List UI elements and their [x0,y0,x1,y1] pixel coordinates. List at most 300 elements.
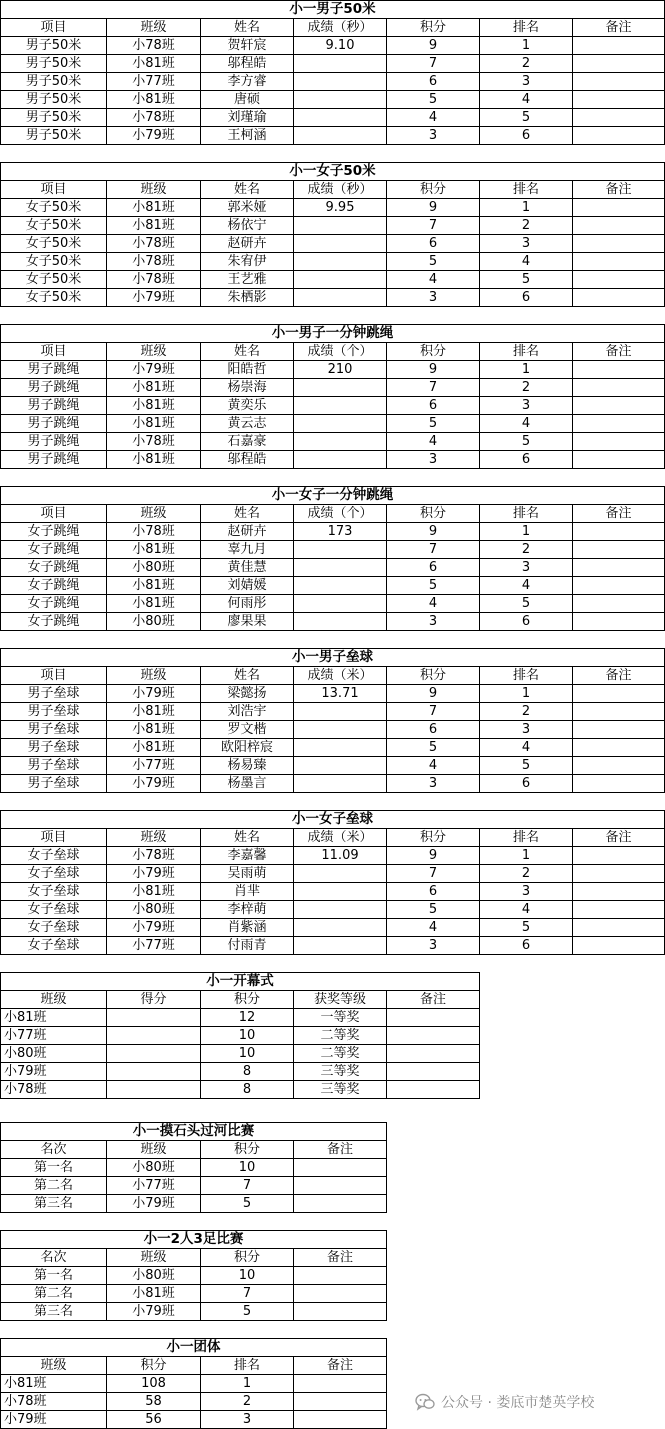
table-cell: 6 [480,127,573,145]
column-header: 积分 [387,19,480,37]
table-cell [573,55,665,73]
table-cell: 小78班 [107,235,201,253]
table-cell: 小79班 [107,1303,201,1321]
table-cell: 6 [480,775,573,793]
table-header-row [1,181,665,199]
table-cell: 李梓萌 [201,901,294,919]
table-cell: 小78班 [107,253,201,271]
table-cell: 7 [387,379,480,397]
table-cell: 小77班 [107,1177,201,1195]
table-cell: 3 [480,559,573,577]
table-row [1,415,665,433]
table-row [1,721,665,739]
table-cell: 7 [201,1177,294,1195]
table-cell: 7 [387,217,480,235]
table-cell [573,919,665,937]
column-header: 成绩（个） [294,505,387,523]
table-cell: 2 [480,703,573,721]
table-cell: 58 [107,1393,201,1411]
table-cell: 3 [480,235,573,253]
table-cell [573,937,665,955]
column-header: 姓名 [201,19,294,37]
table-cell [294,559,387,577]
table-cell [573,199,665,217]
table-cell: 小79班 [107,127,201,145]
table-title-row [1,325,665,343]
table-cell: 7 [387,865,480,883]
table-title: 小一男子一分钟跳绳 [1,325,665,343]
table-header-row [1,19,665,37]
table-cell [294,73,387,91]
table-cell: 3 [480,73,573,91]
table-row [1,1267,387,1285]
table-cell: 杨易臻 [201,757,294,775]
table-cell: 李方睿 [201,73,294,91]
table-cell [294,865,387,883]
table-row [1,235,665,253]
table-cell: 小81班 [107,739,201,757]
table-cell [294,739,387,757]
table-cell: 肖紫涵 [201,919,294,937]
table-cell: 小80班 [107,613,201,631]
table-cell: 小81班 [1,1375,107,1393]
table-cell: 廖果果 [201,613,294,631]
table-cell: 5 [480,757,573,775]
table-cell: 2 [480,379,573,397]
table-row [1,397,665,415]
table-cell [294,595,387,613]
table-row [1,1411,387,1429]
table-cell [573,541,665,559]
table-row [1,595,665,613]
table-cell: 小81班 [107,577,201,595]
table-cell: 4 [387,757,480,775]
table-cell: 5 [387,415,480,433]
table-cell: 王柯涵 [201,127,294,145]
table-cell [573,847,665,865]
table-cell [294,901,387,919]
table-cell: 1 [480,361,573,379]
table-header-row [1,667,665,685]
table-title: 小一2人3足比赛 [1,1231,387,1249]
table-cell: 男子50米 [1,127,107,145]
column-header: 项目 [1,343,107,361]
column-header: 积分 [387,343,480,361]
table-title-row [1,163,665,181]
table-cell: 刘瑾瑜 [201,109,294,127]
table-cell: 1 [480,37,573,55]
table-cell: 1 [480,523,573,541]
table-row [1,1375,387,1393]
table-cell [573,721,665,739]
table-cell: 6 [480,289,573,307]
table-cell: 2 [480,865,573,883]
table-cell [107,1009,201,1027]
table-cell: 10 [201,1027,294,1045]
table-cell: 杨崇海 [201,379,294,397]
column-header: 班级 [107,1249,201,1267]
table-row [1,937,665,955]
table-cell: 5 [387,901,480,919]
table-row [1,559,665,577]
table-cell: 小78班 [107,271,201,289]
column-header: 排名 [201,1357,294,1375]
table-cell: 1 [480,199,573,217]
table-row [1,1009,480,1027]
table-cell: 二等奖 [294,1045,387,1063]
table-cell: 小78班 [107,109,201,127]
column-header: 成绩（秒） [294,181,387,199]
table-cell: 小79班 [107,289,201,307]
table-boys-rope [0,324,665,469]
table-cell: 朱宥伊 [201,253,294,271]
table-row [1,271,665,289]
table-cell: 郭米娅 [201,199,294,217]
table-cell: 女子跳绳 [1,595,107,613]
table-cell: 小81班 [107,721,201,739]
table-cell: 杨依宁 [201,217,294,235]
table-cell: 男子50米 [1,55,107,73]
table-cell: 5 [480,109,573,127]
column-header: 备注 [573,343,665,361]
column-header: 班级 [1,1357,107,1375]
table-cell: 9 [387,685,480,703]
table-cell: 173 [294,523,387,541]
table-cell [294,127,387,145]
table-row [1,1027,480,1045]
table-cell [573,739,665,757]
table-cell [573,253,665,271]
table-cell: 小80班 [107,1267,201,1285]
table-cell: 6 [387,721,480,739]
table-cell: 6 [387,397,480,415]
table-row [1,523,665,541]
table-cell [573,289,665,307]
table-cell: 小80班 [107,559,201,577]
table-cell: 小79班 [1,1411,107,1429]
table-row [1,685,665,703]
table-cell: 朱栖影 [201,289,294,307]
table-cell: 8 [201,1063,294,1081]
table-cell [573,757,665,775]
table-cell [294,253,387,271]
table-header-row [1,1141,387,1159]
table-cell: 小80班 [107,1159,201,1177]
table-title: 小一女子垒球 [1,811,665,829]
table-row [1,883,665,901]
table-cell: 女子50米 [1,217,107,235]
table-cell: 男子跳绳 [1,415,107,433]
table-cell: 黄奕乐 [201,397,294,415]
table-cell: 108 [107,1375,201,1393]
table-title: 小一男子50米 [1,1,665,19]
table-cell: 3 [387,613,480,631]
table-cell: 5 [480,595,573,613]
table-cell: 1 [480,847,573,865]
table-cell: 9 [387,199,480,217]
table-cell: 杨墨言 [201,775,294,793]
table-cell [573,217,665,235]
table-row [1,289,665,307]
column-header: 积分 [387,181,480,199]
table-row [1,253,665,271]
table-row [1,1303,387,1321]
table-row [1,73,665,91]
table-row [1,775,665,793]
table-cell [294,415,387,433]
table-row [1,217,665,235]
table-three-legged [0,1230,387,1321]
table-girls-softball [0,810,665,955]
table-cell [294,289,387,307]
column-header: 班级 [107,19,201,37]
table-cell: 小81班 [107,217,201,235]
table-cell: 3 [480,397,573,415]
table-row [1,865,665,883]
table-header-row [1,505,665,523]
table-header-row [1,343,665,361]
table-cell [107,1081,201,1099]
table-cell: 6 [480,451,573,469]
table-header-row [1,991,480,1009]
table-cell: 刘浩宇 [201,703,294,721]
table-cell: 小81班 [107,397,201,415]
table-cell: 小81班 [107,451,201,469]
column-header: 备注 [573,829,665,847]
table-cell [294,109,387,127]
table-cell: 女子垒球 [1,919,107,937]
table-cell: 第一名 [1,1267,107,1285]
table-cell: 阳皓哲 [201,361,294,379]
table-cell [294,577,387,595]
table-cell: 小77班 [107,937,201,955]
table-cell: 4 [480,253,573,271]
table-cell: 女子垒球 [1,883,107,901]
table-cell [294,937,387,955]
table-cell: 小81班 [107,91,201,109]
table-cell: 小79班 [107,1195,201,1213]
table-cell [294,91,387,109]
table-cell: 王艺雅 [201,271,294,289]
table-cell: 男子跳绳 [1,379,107,397]
table-cell [573,109,665,127]
column-header: 项目 [1,505,107,523]
column-header: 备注 [387,991,480,1009]
table-cell: 5 [480,271,573,289]
table-cell: 辜九月 [201,541,294,559]
table-cell: 吴雨萌 [201,865,294,883]
table-cell: 6 [387,559,480,577]
table-cell: 5 [201,1195,294,1213]
table-cell: 男子垒球 [1,703,107,721]
table-cell: 何雨彤 [201,595,294,613]
table-cell: 3 [387,937,480,955]
table-cell: 1 [480,685,573,703]
table-cell: 小81班 [107,199,201,217]
column-header: 成绩（米） [294,829,387,847]
table-cell [294,757,387,775]
table-cell: 小78班 [1,1081,107,1099]
table-girls-rope [0,486,665,631]
table-row [1,703,665,721]
table-cell: 7 [387,541,480,559]
table-cell [294,703,387,721]
table-row [1,109,665,127]
column-header: 备注 [294,1249,387,1267]
table-cell: 小79班 [107,685,201,703]
column-header: 备注 [573,505,665,523]
table-cell [294,541,387,559]
table-cell: 男子50米 [1,37,107,55]
table-cell: 小81班 [107,379,201,397]
table-cell [294,1195,387,1213]
table-cell [294,883,387,901]
table-cell [294,721,387,739]
table-title-row [1,1231,387,1249]
table-cell: 小81班 [107,595,201,613]
table-cell: 一等奖 [294,1009,387,1027]
table-cell: 女子50米 [1,199,107,217]
table-cell [294,217,387,235]
table-cell: 女子垒球 [1,865,107,883]
table-row [1,1045,480,1063]
table-cell [573,775,665,793]
table-cell: 男子垒球 [1,775,107,793]
column-header: 得分 [107,991,201,1009]
table-cell: 4 [387,109,480,127]
table-cell [107,1027,201,1045]
column-header: 姓名 [201,181,294,199]
table-cell: 6 [387,73,480,91]
table-cell [573,883,665,901]
table-row [1,1285,387,1303]
column-header: 积分 [387,667,480,685]
table-cell: 小77班 [107,757,201,775]
table-row [1,739,665,757]
table-cell: 小79班 [107,919,201,937]
column-header: 积分 [201,1141,294,1159]
table-cell [294,1285,387,1303]
table-cell: 赵研卉 [201,235,294,253]
column-header: 项目 [1,181,107,199]
table-cell [294,235,387,253]
table-cell [573,37,665,55]
table-row [1,577,665,595]
watermark-text: 公众号 · 娄底市楚英学校 [441,1395,595,1411]
table-stone-river [0,1122,387,1213]
table-title: 小一摸石头过河比赛 [1,1123,387,1141]
table-cell [573,433,665,451]
table-cell: 4 [480,739,573,757]
table-cell: 三等奖 [294,1063,387,1081]
table-row [1,541,665,559]
table-cell [387,1063,480,1081]
table-title-row [1,487,665,505]
table-cell [573,451,665,469]
table-cell: 小78班 [1,1393,107,1411]
table-cell: 女子跳绳 [1,613,107,631]
column-header: 名次 [1,1141,107,1159]
table-title-row [1,1339,387,1357]
table-row [1,1159,387,1177]
table-cell: 小77班 [1,1027,107,1045]
table-cell: 邬程皓 [201,55,294,73]
table-cell [387,1045,480,1063]
table-team-totals [0,1338,387,1429]
table-row [1,757,665,775]
column-header: 姓名 [201,829,294,847]
table-cell: 女子50米 [1,253,107,271]
table-cell: 男子跳绳 [1,361,107,379]
table-cell: 三等奖 [294,1081,387,1099]
table-cell: 女子跳绳 [1,577,107,595]
table-row [1,613,665,631]
table-cell: 5 [387,91,480,109]
table-cell: 小81班 [107,703,201,721]
table-cell: 10 [201,1159,294,1177]
table-cell [294,1159,387,1177]
table-cell: 6 [480,937,573,955]
table-opening-ceremony [0,972,480,1099]
table-title: 小一男子垒球 [1,649,665,667]
column-header: 姓名 [201,343,294,361]
table-cell: 4 [387,919,480,937]
column-header: 获奖等级 [294,991,387,1009]
table-girls-50m [0,162,665,307]
table-cell [573,595,665,613]
table-row [1,1177,387,1195]
table-cell: 小81班 [107,1285,201,1303]
table-cell: 5 [201,1303,294,1321]
table-row [1,91,665,109]
table-cell: 梁懿扬 [201,685,294,703]
table-cell [573,613,665,631]
table-title-row [1,649,665,667]
table-cell: 6 [387,235,480,253]
table-cell: 9 [387,361,480,379]
table-cell: 第三名 [1,1303,107,1321]
column-header: 姓名 [201,667,294,685]
table-cell: 5 [480,433,573,451]
table-row [1,37,665,55]
table-cell: 男子垒球 [1,739,107,757]
table-title: 小一团体 [1,1339,387,1357]
table-cell [573,379,665,397]
table-cell: 男子50米 [1,73,107,91]
table-cell [573,73,665,91]
table-cell: 9 [387,37,480,55]
table-cell: 9.10 [294,37,387,55]
table-cell: 2 [201,1393,294,1411]
table-row [1,1081,480,1099]
table-cell: 8 [201,1081,294,1099]
table-row [1,919,665,937]
table-cell [107,1045,201,1063]
table-cell: 5 [387,739,480,757]
table-cell: 9.95 [294,199,387,217]
table-cell: 女子跳绳 [1,559,107,577]
table-cell: 9 [387,523,480,541]
table-cell [294,1267,387,1285]
table-cell: 小79班 [107,361,201,379]
table-cell [107,1063,201,1081]
table-cell: 欧阳梓宸 [201,739,294,757]
table-cell: 付雨青 [201,937,294,955]
table-cell: 5 [387,577,480,595]
table-cell [573,235,665,253]
column-header: 排名 [480,829,573,847]
table-cell: 6 [387,883,480,901]
